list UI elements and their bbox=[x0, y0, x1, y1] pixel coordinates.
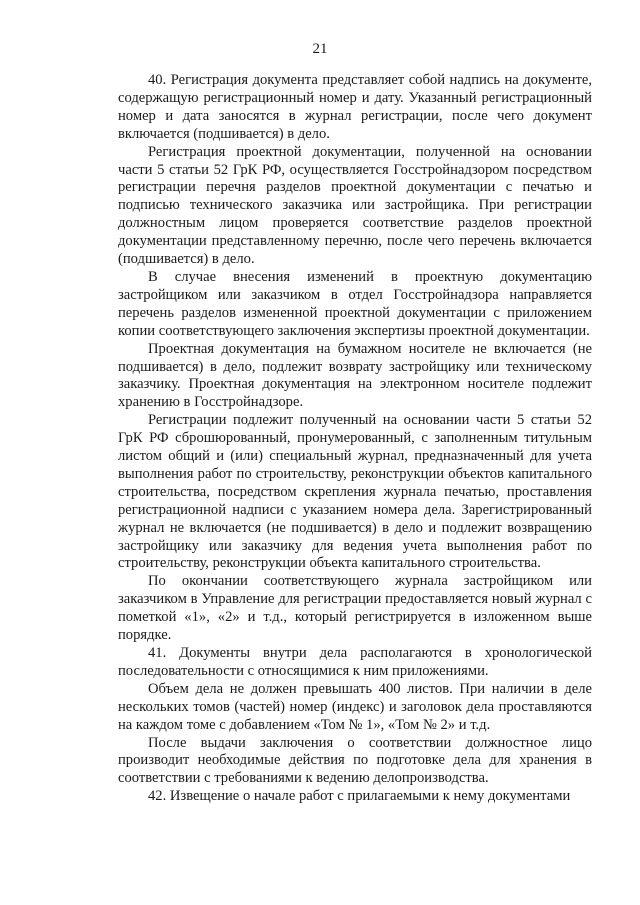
paragraph: Регистрации подлежит полученный на основании части 5 статьи 52 ГрК РФ сброшюрованный, пронумерованный, с заполненным титульным листом общий и (или) специальный журнал, предназначенный для учета выполнения работ по строительству, реконструкции объектов капитального строительства, посредством скрепления журнала печатью, проставления регистрационной надписи с указанием номера дела. Зарегистрированный журнал не включается (не подшивается) в дело и подлежит возвращению застройщику или заказчику для ведения учета выполнения работ по строительству, реконструкции объекта капитального строительства. bbox=[118, 412, 592, 572]
paragraph: 41. Документы внутри дела располагаются в хронологической последовательности с относящимися к ним приложениями. bbox=[118, 645, 592, 679]
page-number: 21 bbox=[312, 41, 328, 57]
document-body bbox=[118, 72, 592, 806]
paragraph: Регистрация проектной документации, полученной на основании части 5 статьи 52 ГрК РФ, осуществляется Госстройнадзором посредством регистрации перечня разделов проектной документации с печатью и подписью технического заказчика или застройщика. При регистрации должностным лицом проверяется соответствие разделов проектной документации представленному перечню, после чего перечень включается (подшивается) в дело. bbox=[118, 143, 592, 268]
paragraph: По окончании соответствующего журнала застройщиком или заказчиком в Управление для регистрации предоставляется новый журнал с пометкой «1», «2» и т.д., который регистрируется в изложенном выше порядке. bbox=[118, 573, 592, 644]
paragraph: После выдачи заключения о соответствии должностное лицо производит необходимые действия по подготовке дела для хранения в соответствии с требованиями к ведению делопроизводства. bbox=[118, 734, 592, 787]
paragraph: 42. Извещение о начале работ с прилагаемыми к нему документами bbox=[148, 788, 571, 805]
paragraph: Объем дела не должен превышать 400 листов. При наличии в деле нескольких томов (частей) номер (индекс) и заголовок дела проставляются на каждом томе с добавлением «Том № 1», «Том № 2» и т.д. bbox=[118, 680, 592, 733]
paragraph: В случае внесения изменений в проектную документацию застройщиком или заказчиком в отдел Госстройнадзора направляется перечень разделов измененной проектной документации с приложением копии соответствующего заключения экспертизы проектной документации. bbox=[118, 268, 592, 339]
paragraph: 40. Регистрация документа представляет собой надпись на документе, содержащую регистрационный номер и дату. Указанный регистрационный номер и дата заносятся в журнал регистрации, после чего документ включается (подшивается) в дело. bbox=[118, 72, 592, 142]
paragraph: Проектная документация на бумажном носителе не включается (не подшивается) в дело, подлежит возврату застройщику или техническому заказчику. Проектная документация на электронном носителе подлежит хранению в Госстройнадзоре. bbox=[118, 340, 592, 411]
